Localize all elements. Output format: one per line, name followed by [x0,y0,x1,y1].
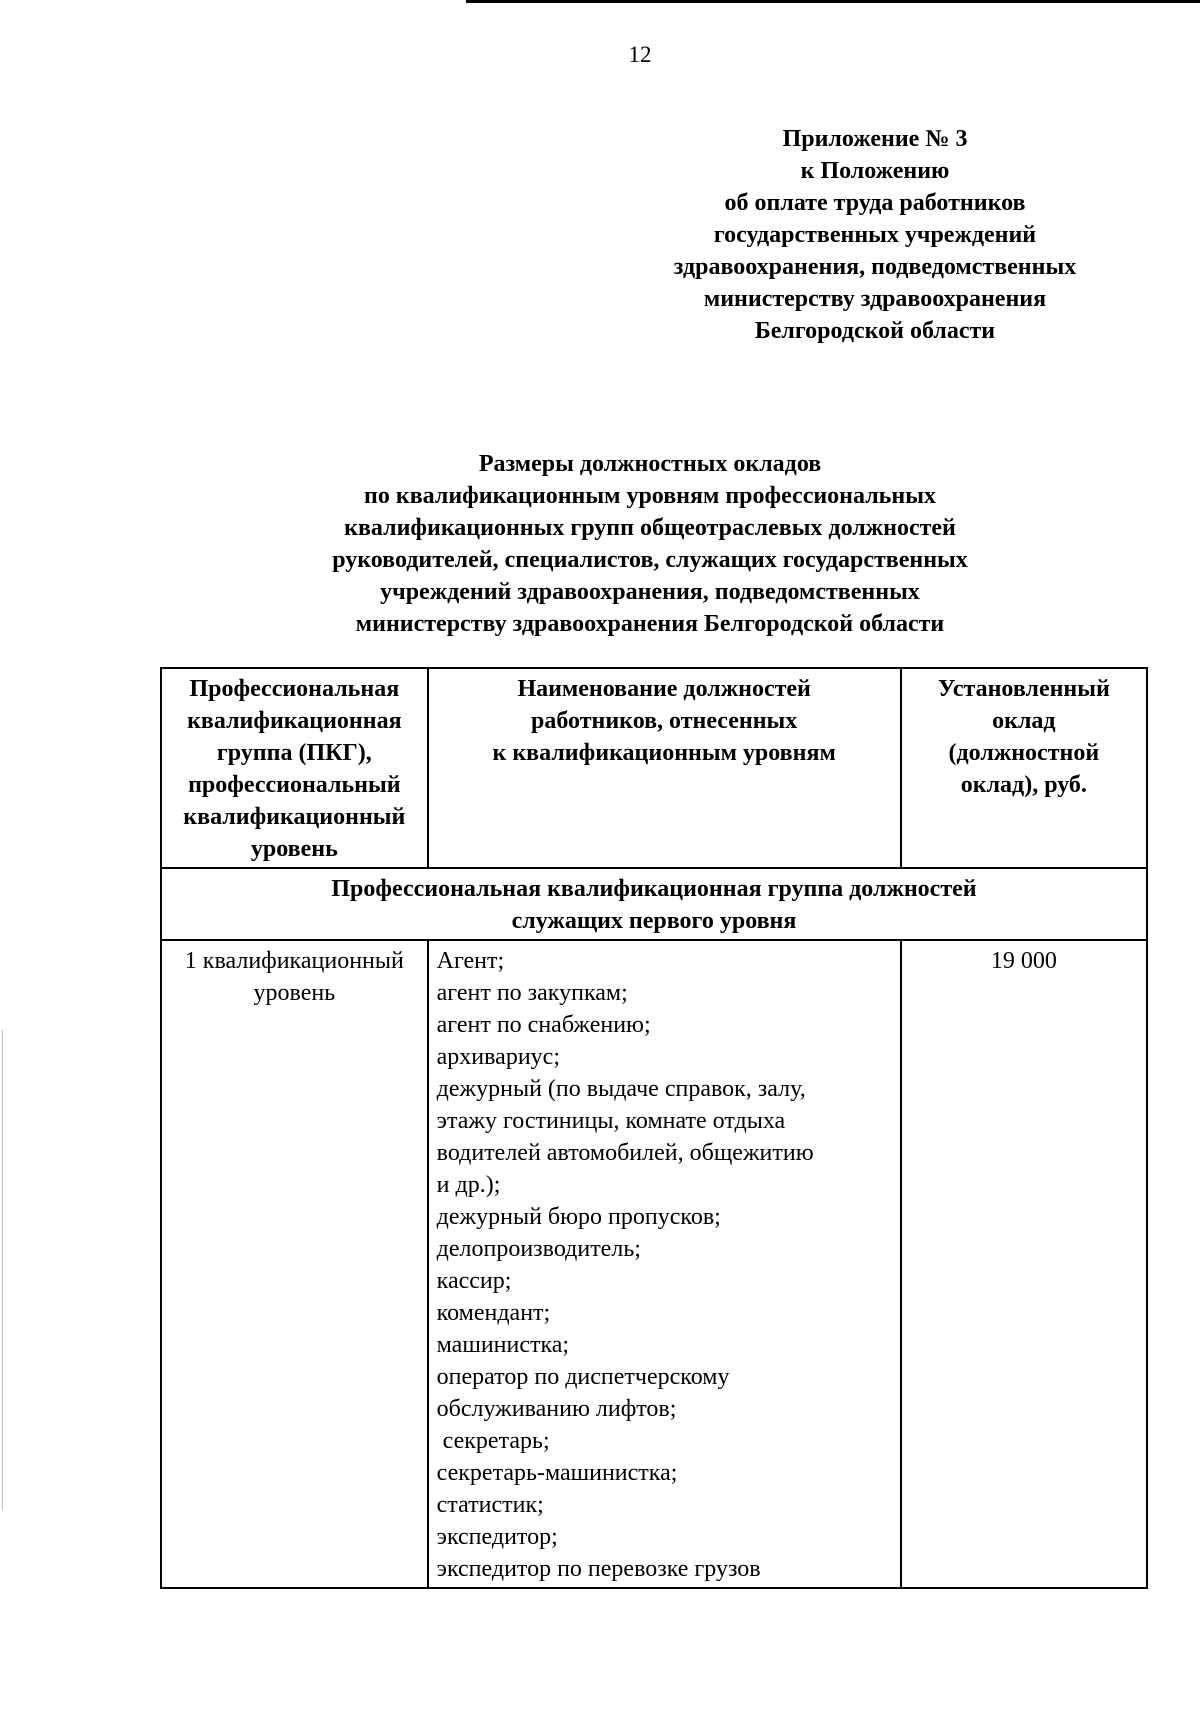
appendix-block [610,123,1140,347]
appendix-line: государственных учреждений [713,222,1037,248]
header-line: квалификационная [187,708,402,734]
level-line: уровень [253,980,336,1006]
left-edge-rule [2,1030,3,1510]
level-line: 1 квалификационный [184,948,404,974]
position-item: секретарь-машинистка; [436,1460,678,1486]
header-line: уровень [250,836,338,862]
title-line: по квалификационным уровням профессиональных [364,483,936,509]
header-line: группа (ПКГ), [216,740,372,766]
header-line: (должностной [948,740,1100,766]
position-item: кассир; [436,1268,512,1294]
position-item: секретарь; [436,1428,550,1454]
table-header-row [161,668,1147,868]
title-line: учреждений здравоохранения, подведомственных [380,579,920,605]
header-line: Установленный [937,676,1110,702]
position-item: агент по закупкам; [436,980,628,1006]
group-title-cell [161,868,1147,940]
salary-cell: 19 000 [901,940,1147,1588]
header-line: квалификационный [183,804,406,830]
header-line: работников, отнесенных [531,708,798,734]
position-item: делопроизводитель; [436,1236,641,1262]
level-cell [161,940,428,1588]
position-item: дежурный бюро пропусков; [436,1204,721,1230]
title-line: руководителей, специалистов, служащих государственных [332,547,968,573]
header-line: оклад), руб. [960,772,1087,798]
appendix-line: здравоохранения, подведомственных [673,254,1077,280]
position-item: машинистка; [436,1332,570,1358]
top-edge-rule [466,0,1200,3]
title-line: квалификационных групп общеотраслевых должностей [344,515,956,541]
appendix-line: об оплате труда работников [724,190,1026,216]
appendix-line: Белгородской области [754,318,996,344]
header-line: к квалификационным уровням [492,740,836,766]
header-position-names [428,668,901,868]
header-line: Наименование должностей [517,676,811,702]
position-item: и др.); [436,1172,501,1198]
salary-table [160,667,1148,1589]
document-title [200,448,1100,640]
positions-cell [428,940,901,1588]
group-title-line: служащих первого уровня [511,908,797,934]
position-item: Агент; [436,948,505,974]
position-item: агент по снабжению; [436,1012,651,1038]
title-line: Размеры должностных окладов [478,451,822,477]
position-item: комендант; [436,1300,551,1326]
appendix-line: Приложение № 3 [782,126,968,152]
position-item: оператор по диспетчерскому [436,1364,730,1390]
group-title-row [161,868,1147,940]
position-item: экспедитор; [436,1524,558,1550]
table-row [161,940,1147,1588]
header-salary [901,668,1147,868]
page-number: 12 [628,42,652,67]
position-item: дежурный (по выдаче справок, залу, [436,1076,806,1102]
position-item: архивариус; [436,1044,560,1070]
header-line: Профессиональная [189,676,400,702]
header-pkg-level [161,668,428,868]
appendix-line: министерству здравоохранения [703,286,1047,312]
position-item: обслуживанию лифтов; [436,1396,677,1422]
position-item: статистик; [436,1492,544,1518]
header-line: оклад [992,708,1056,734]
group-title-line: Профессиональная квалификационная группа должностей [331,876,977,902]
position-item: этажу гостиницы, комнате отдыха [436,1108,786,1134]
appendix-line: к Положению [800,158,950,184]
position-item: экспедитор по перевозке грузов [436,1556,761,1582]
position-item: водителей автомобилей, общежитию [436,1140,814,1166]
header-line: профессиональный [188,772,401,798]
title-line: министерству здравоохранения Белгородской области [355,611,945,637]
